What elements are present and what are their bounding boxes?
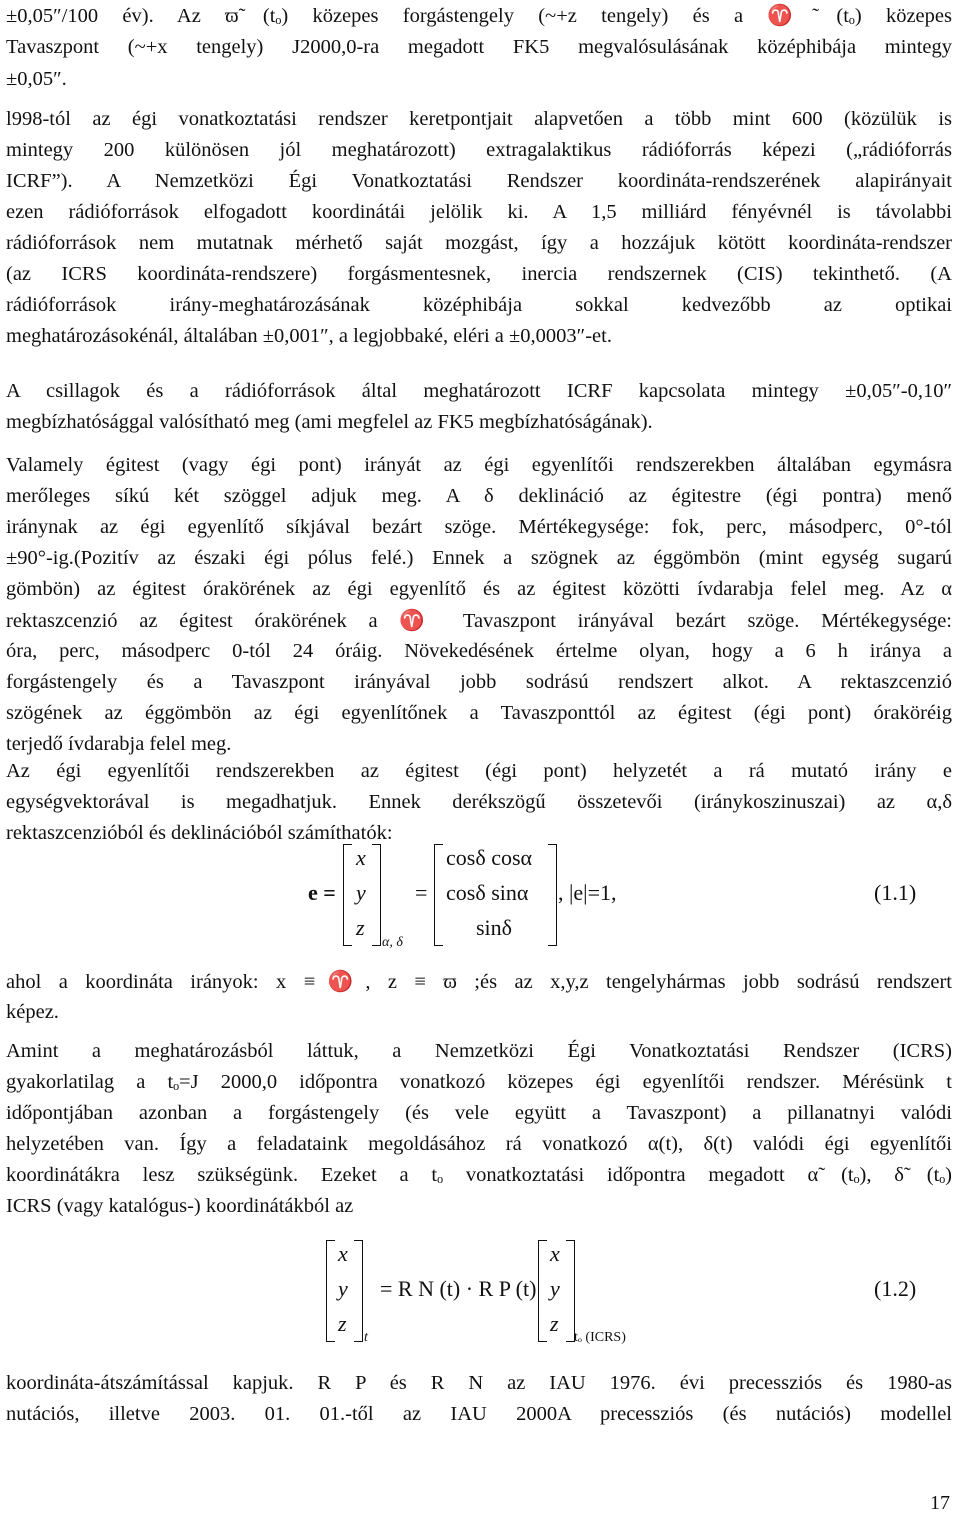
text-line: terjedő ívdarabja felel meg. xyxy=(6,733,232,755)
eq1-rhs-3: sinδ xyxy=(476,915,513,940)
eq2-rhs-right-bracket xyxy=(566,1240,575,1342)
text-line: nutációs, illetve 2003. 01. 01.-től az IAU 2000A precessziós (és nutációs) modellel xyxy=(6,1403,952,1425)
eq1-vec-x: x xyxy=(356,845,366,870)
text-line: rádióforrások irány-meghatározásának középhibája sokkal kedvezőbb az optikai xyxy=(6,294,952,316)
eq1-rhs-2: cosδ sinα xyxy=(446,880,529,905)
text-line: rektaszcenzióból és deklinációból számíthatók: xyxy=(6,822,393,844)
eq1-lhs: e = xyxy=(308,880,336,905)
text-line: ICRS (vagy katalógus-) koordinátákból az xyxy=(6,1195,354,1217)
eq2-vec-y: y xyxy=(338,1276,348,1301)
eq1-vec-z: z xyxy=(356,915,365,940)
eq1-subscript: α, δ xyxy=(382,935,403,950)
text-line: ICRF”). A Nemzetközi Égi Vonatkoztatási Rendszer koordináta-rendszerének alapirányait xyxy=(6,170,952,192)
text-line: képez. xyxy=(6,1001,59,1023)
text-line: ahol a koordináta irányok: x ≡♈, z ≡ ϖ ;és az x,y,z tengelyhármas jobb sodrású rendszert xyxy=(6,971,952,993)
text-line: rádióforrások nem mutatnak mérhető saját mozgást, így a hozzájuk kötött koordináta-rendszer xyxy=(6,232,952,254)
text-line: ezen rádióforrások elfogadott koordinátái jelölik ki. A 1,5 milliárd fényévnél is távolabbi xyxy=(6,201,952,223)
text-line: koordinátákra lesz szükségünk. Ezeket a tₒ vonatkoztatási időpontra megadott α̃ (tₒ), δ̃ (tₒ) xyxy=(6,1164,952,1186)
eq1-rhs-right-bracket xyxy=(548,844,557,946)
text-line: Valamely égitest (vagy égi pont) irányát az égi egyenlítői rendszerekben általában egymásra xyxy=(6,454,952,476)
text-line: forgástengely és a Tavaszpont irányával jobb sodrású rendszert alkot. A rektaszcenzió xyxy=(6,671,952,693)
eq2-number: (1.2) xyxy=(874,1276,917,1301)
text-line: megbízhatósággal valósítható meg (ami megfelel az FK5 megbízhatóságának). xyxy=(6,411,653,433)
eq1-rhs-1: cosδ cosα xyxy=(446,845,533,870)
eq2-left-bracket xyxy=(326,1240,335,1342)
eq2-middle: = R N (t) · R P (t) xyxy=(380,1276,537,1301)
eq1-norm: , |e|=1, xyxy=(558,880,617,905)
page-number: 17 xyxy=(930,1492,950,1514)
text-line: ±0,05″. xyxy=(6,68,67,90)
text-line: egységvektorával is megadhatjuk. Ennek derékszögű összetevői (iránykoszinuszai) az α,δ xyxy=(6,791,952,813)
eq2-subscript-left: t xyxy=(364,1330,368,1345)
text-line: merőleges síkú két szöggel adjuk meg. A δ deklináció az égitestre (égi pontra) menő xyxy=(6,485,952,507)
eq2-rhs-x: x xyxy=(550,1241,560,1266)
text-line: óra, perc, másodperc 0-tól 24 óráig. Növekedésének értelme olyan, hogy a 6 h iránya a xyxy=(6,640,952,662)
eq1-number: (1.1) xyxy=(874,880,917,905)
eq1-vec-y: y xyxy=(356,880,366,905)
text-line: helyzetében van. Így a feladataink megoldásához rá vonatkozó α(t), δ(t) valódi égi egyenlítői xyxy=(6,1133,952,1155)
text-line: Tavaszpont (~+x tengely) J2000,0-ra megadott FK5 megvalósulásának középhibája mintegy xyxy=(6,36,952,58)
text-line: rektaszcenzió az égitest órakörének a ♈ Tavaszpont irányával bezárt szöge. Mértékegysége: xyxy=(6,610,952,632)
eq2-rhs-y: y xyxy=(550,1276,560,1301)
eq2-subscript-right: tₒ (ICRS) xyxy=(574,1330,626,1345)
text-line: gyakorlatilag a tₒ=J 2000,0 időpontra vonatkozó közepes égi egyenlítői rendszer. Mérésünk t xyxy=(6,1071,952,1093)
text-line: Amint a meghatározásból láttuk, a Nemzetközi Égi Vonatkoztatási Rendszer (ICRS) xyxy=(6,1040,952,1062)
text-line: szögének az éggömbön az égi egyenlítőnek a Tavaszponttól az égitest (égi pont) óraköréig xyxy=(6,702,952,724)
text-line: Az égi egyenlítői rendszerekben az égitest (égi pont) helyzetét a rá mutató irány e xyxy=(6,760,952,782)
text-line: meghatározásokénál, általában ±0,001″, a legjobbaké, eléri a ±0,0003″-et. xyxy=(6,325,612,347)
text-line: mintegy 200 különösen jól meghatározott) extragalaktikus rádióforrás képezi („rádióforrás xyxy=(6,139,952,161)
eq2-rhs-z: z xyxy=(550,1311,559,1336)
eq2-right-bracket xyxy=(354,1240,363,1342)
eq1-rhs-left-bracket xyxy=(434,844,443,946)
text-line: koordináta-átszámítással kapjuk. R P és R N az IAU 1976. évi precessziós és 1980-as xyxy=(6,1372,952,1394)
text-line: (az ICRS koordináta-rendszere) forgásmentesnek, inercia rendszernek (CIS) tekinthető. (A xyxy=(6,263,952,285)
text-line: ±90°-ig.(Pozitív az északi égi pólus felé.) Ennek a szögnek az éggömbön (mint egység sugarú xyxy=(6,547,952,569)
eq1-equals: = xyxy=(415,880,428,905)
eq2-vec-z: z xyxy=(338,1311,347,1336)
text-line: időpontjában azonban a forgástengely (és vele együtt a Tavaszpont) a pillanatnyi valódi xyxy=(6,1102,952,1124)
text-line: A csillagok és a rádióforrások által meghatározott ICRF kapcsolata mintegy ±0,05″-0,10″ xyxy=(6,380,952,402)
eq2-vec-x: x xyxy=(338,1241,348,1266)
text-line: ±0,05″/100 év). Az ϖ̃ (tₒ) közepes forgástengely (~+z tengely) és a ♈̃ (tₒ) közepes xyxy=(6,5,952,27)
eq1-left-bracket xyxy=(343,844,352,946)
text-line: iránynak az égi egyenlítő síkjával bezárt szöge. Mértékegysége: fok, perc, másodperc, 0°-tól xyxy=(6,516,952,538)
eq1-right-bracket xyxy=(372,844,381,946)
eq2-rhs-left-bracket xyxy=(538,1240,547,1342)
text-line: gömbön) az égitest órakörének az égi egyenlítő és az égitest közötti ívdarabja felel meg. Az α xyxy=(6,578,952,600)
text-line: l998-tól az égi vonatkoztatási rendszer keretpontjait alapvetően a több mint 600 (közülük is xyxy=(6,108,952,130)
